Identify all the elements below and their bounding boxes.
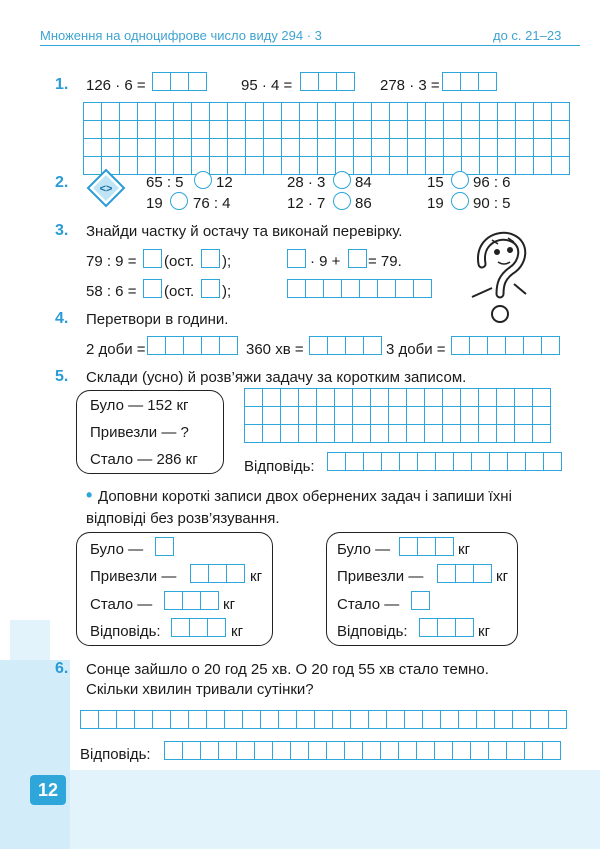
task-2-number: 2. [55,174,69,191]
cmp-3-right: 96 : 6 [473,174,511,191]
cmp-4-left: 19 [146,195,163,212]
work-grid-1[interactable] [83,102,570,175]
inv1-kg-3: кг [231,623,244,640]
inv2-privezli: Привезли — [337,568,424,585]
answer-grid-5[interactable] [327,452,562,471]
inv2-vidp: Відповідь: [337,623,408,640]
task-3-instruction: Знайди частку й остачу та виконай перевірку. [86,223,403,240]
compare-circle-4[interactable] [170,192,188,210]
conv-expr-a: 2 доби = [86,341,146,358]
compare-circle-5[interactable] [333,192,351,210]
div-1-close: ); [222,253,232,270]
cmp-6-left: 19 [427,195,444,212]
cmp-1-left: 65 : 5 [146,174,184,191]
check-grid-2[interactable] [287,279,432,298]
conv-grid-b[interactable] [309,336,382,355]
inv1-stalo-grid[interactable] [164,591,219,610]
compare-circle-3[interactable] [451,171,469,189]
work-grid-5[interactable] [244,388,551,443]
cmp-2-left: 28 · 3 [287,174,326,191]
compare-circle-1[interactable] [194,171,212,189]
task-1-expr-b: 95 · 4 = [241,77,293,94]
header-title: Множення на одноцифрове число виду 294 · 3 [40,28,322,43]
inv2-privezli-grid[interactable] [437,564,492,583]
work-grid-6[interactable] [80,710,567,729]
task-1-expr-a: 126 · 6 = [86,77,146,94]
record-stalo: Стало — 286 кг [90,451,198,468]
inv1-privezli-grid[interactable] [190,564,245,583]
inv1-privezli: Привезли — [90,568,177,585]
inv1-vidp: Відповідь: [90,623,161,640]
inv1-bulo-box[interactable] [155,537,174,556]
conv-grid-a[interactable] [147,336,238,355]
page-number-badge: 12 [30,775,66,805]
answer-grid-1a[interactable] [152,72,207,91]
inv2-vidp-grid[interactable] [419,618,474,637]
svg-text:<>: <> [99,183,113,195]
task-6-line-1: Сонце зайшло о 20 год 25 хв. О 20 год 55 хв стало темно. [86,661,489,678]
task-3-number: 3. [55,222,69,239]
compare-circle-6[interactable] [451,192,469,210]
answer-label-6: Відповідь: [80,746,151,763]
check-box-a[interactable] [287,249,306,268]
conv-grid-c[interactable] [451,336,560,355]
cmp-4-right: 76 : 4 [193,195,231,212]
record-bulo: Було — 152 кг [90,397,189,414]
check-box-b[interactable] [348,249,367,268]
inv2-kg-1: кг [458,541,471,558]
inv2-stalo: Стало — [337,596,400,613]
conv-expr-c: 3 доби = [386,341,446,358]
inv2-bulo: Було — [337,541,391,558]
div-1-rem-label: (ост. [164,253,195,270]
question-mark-character-icon [462,222,537,327]
quotient-box-1[interactable] [143,249,162,268]
quotient-box-2[interactable] [143,279,162,298]
inv2-kg-2: кг [496,568,509,585]
cmp-2-right: 84 [355,174,372,191]
cmp-6-right: 90 : 5 [473,195,511,212]
sub-instruction-1: Доповни короткі записи двох обернених задач і запиши їхні [98,488,512,505]
div-2-expr: 58 : 6 = [86,283,137,300]
cmp-3-left: 15 [427,174,444,191]
inv1-kg-2: кг [223,596,236,613]
answer-grid-6[interactable] [164,741,561,760]
task-1-expr-c: 278 · 3 = [380,77,440,94]
div-1-expr: 79 : 9 = [86,253,137,270]
inv2-kg-3: кг [478,623,491,640]
compare-icon [86,168,126,208]
inv1-kg-1: кг [250,568,263,585]
task-6-line-2: Скільки хвилин тривали сутінки? [86,681,314,698]
div-2-rem-label: (ост. [164,283,195,300]
inv1-bulo: Було — [90,541,144,558]
inv1-stalo: Стало — [90,596,153,613]
task-4-instruction: Перетвори в години. [86,311,229,328]
answer-label-5: Відповідь: [244,458,315,475]
header-rule [40,45,580,46]
answer-grid-1c[interactable] [442,72,497,91]
task-6-number: 6. [55,660,69,677]
cmp-1-right: 12 [216,174,233,191]
inv2-bulo-grid[interactable] [399,537,454,556]
remainder-box-2[interactable] [201,279,220,298]
check-mid: · 9 + [310,253,341,270]
cmp-5-left: 12 · 7 [287,195,326,212]
task-5-number: 5. [55,368,69,385]
compare-circle-2[interactable] [333,171,351,189]
inv2-stalo-box[interactable] [411,591,430,610]
check-end: = 79. [368,253,402,270]
task-4-number: 4. [55,310,69,327]
header-pages: до с. 21–23 [493,28,562,43]
bullet: • [86,485,93,505]
remainder-box-1[interactable] [201,249,220,268]
task-1-number: 1. [55,76,69,93]
answer-grid-1b[interactable] [300,72,355,91]
cmp-5-right: 86 [355,195,372,212]
inv1-vidp-grid[interactable] [171,618,226,637]
sub-instruction-2: відповіді без розв’язування. [86,510,280,527]
conv-expr-b: 360 хв = [246,341,304,358]
record-privezli: Привезли — ? [90,424,189,441]
task-5-instruction: Склади (усно) й розв’яжи задачу за коротким записом. [86,369,467,386]
div-2-close: ); [222,283,232,300]
